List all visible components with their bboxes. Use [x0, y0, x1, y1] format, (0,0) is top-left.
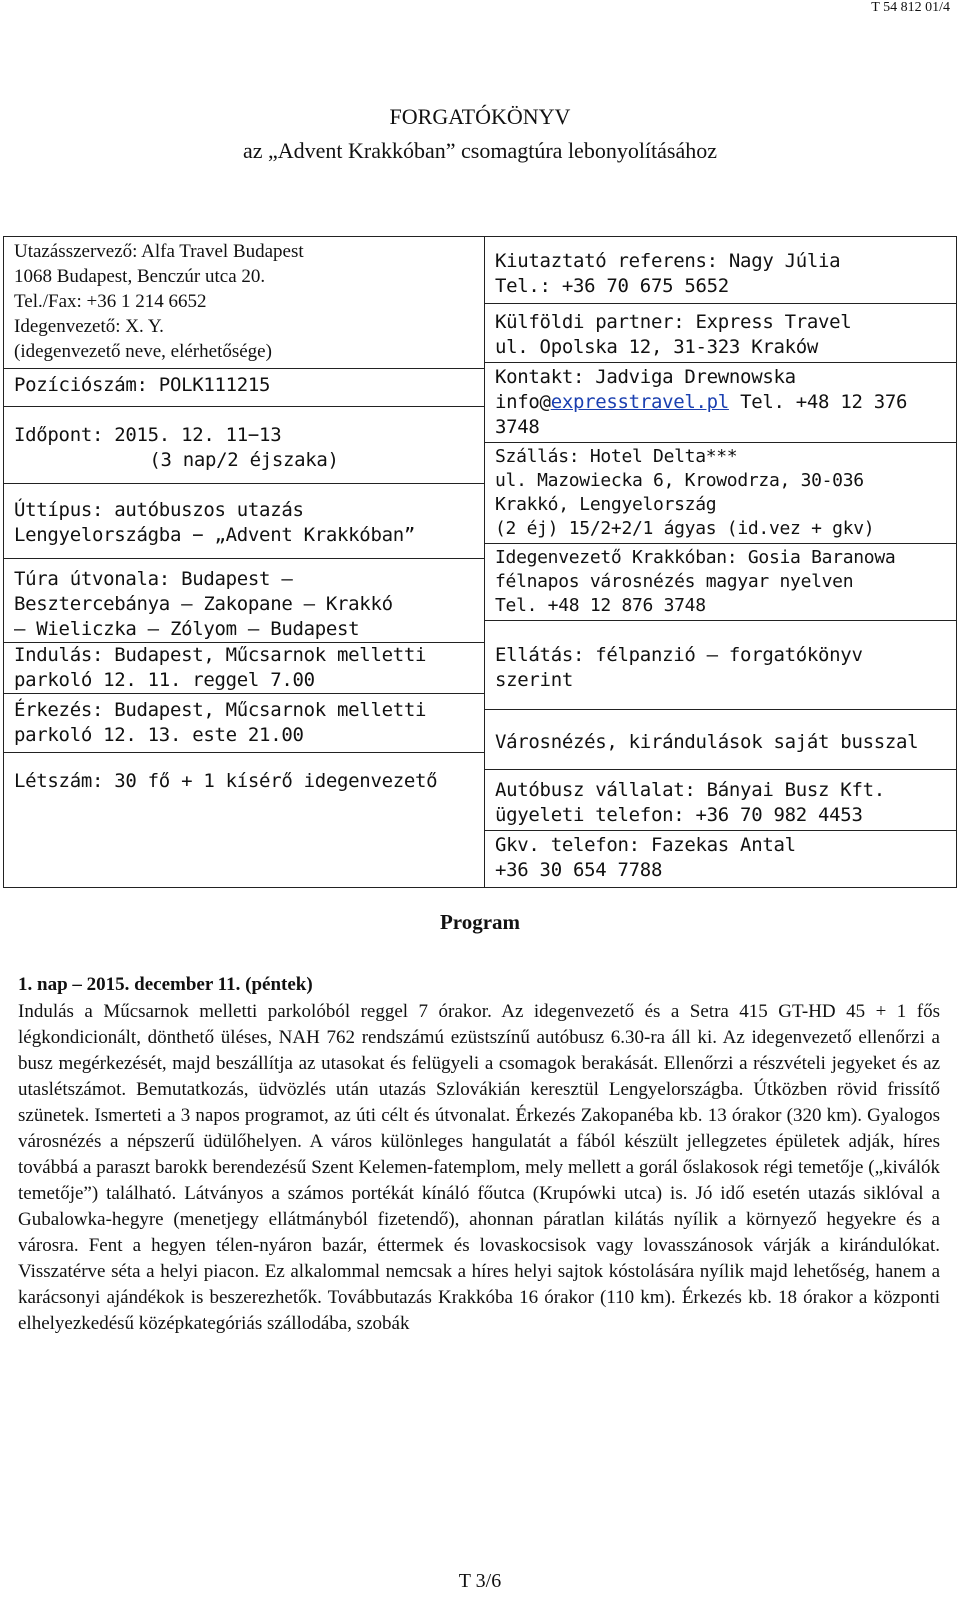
driver-block [485, 830, 956, 887]
driver-name: Gkv. telefon: Fazekas Antal [495, 834, 796, 856]
trip-duration: (3 nap/2 éjszaka) [149, 449, 339, 471]
local-guide-phone: Tel. +48 12 876 3748 [495, 595, 706, 616]
route-line-2: Besztercebánya – Zakopane – Krakkó [14, 593, 393, 615]
referent-phone: Tel.: +36 70 675 5652 [495, 275, 729, 297]
partner-name: Külföldi partner: Express Travel [495, 311, 852, 333]
partner-address: ul. Opolska 12, 31-323 Kraków [495, 336, 819, 358]
contact-details [495, 390, 946, 440]
hotel-block [485, 442, 956, 541]
bus-block [485, 769, 956, 830]
hotel-address-2: Krakkó, Lengyelország [495, 494, 717, 515]
document-code: T 54 812 01/4 [871, 0, 950, 15]
local-guide-note: félnapos városnézés magyar nyelven [495, 571, 854, 592]
route-block [4, 558, 484, 642]
organizer-phone: Tel./Fax: +36 1 214 6652 [14, 291, 207, 312]
position-number: Pozíciószám: POLK111215 [14, 374, 271, 396]
trip-info-table [3, 236, 957, 888]
organizer-name: Utazásszervező: Alfa Travel Budapest [14, 241, 304, 262]
bus-company: Autóbusz vállalat: Bányai Busz Kft. [495, 779, 885, 801]
arrival-line-1: Érkezés: Budapest, Műcsarnok melletti [14, 699, 427, 721]
hotel-address-1: ul. Mazowiecka 6, Krowodrza, 30-036 [495, 470, 864, 491]
info-right-column [485, 237, 957, 888]
trip-type-line-2: Lengyelországba − „Advent Krakkóban” [14, 524, 416, 546]
program-heading: Program [439, 910, 521, 934]
meals: Ellátás: félpanzió – forgatókönyv szerint [495, 644, 863, 691]
trip-date: Időpont: 2015. 12. 11−13 [14, 424, 282, 446]
date-block [4, 406, 484, 477]
position-block [4, 368, 484, 406]
guide-name: Idegenvezető: X. Y. [14, 316, 164, 337]
trip-type-line-1: Úttípus: autóbuszos utazás [14, 499, 304, 521]
sightseeing: Városnézés, kirándulások saját busszal [495, 731, 919, 753]
departure-line-2: parkoló 12. 11. reggel 7.00 [14, 669, 315, 691]
route-line-1: Túra útvonala: Budapest – [14, 568, 293, 590]
contact-phone: Tel. +48 12 376 3748 [495, 391, 908, 438]
sightseeing-block [485, 709, 956, 769]
partner-block [485, 303, 956, 360]
hotel-rooms: (2 éj) 15/2+2/1 ágyas (id.vez + gkv) [495, 518, 875, 539]
driver-phone: +36 30 654 7788 [495, 859, 663, 881]
headcount-block [4, 752, 484, 808]
arrival-block [4, 693, 484, 748]
headcount: Létszám: 30 fő + 1 kísérő idegenvezető [14, 770, 438, 792]
page-number: T 3/6 [458, 1570, 502, 1592]
contact-name: Kontakt: Jadviga Drewnowska [495, 366, 796, 388]
arrival-line-2: parkoló 12. 13. este 21.00 [14, 724, 304, 746]
referent-block [495, 237, 946, 299]
contact-block [485, 362, 956, 440]
info-left-column [4, 237, 485, 888]
email-prefix: info@ [495, 391, 551, 413]
organizer-address: 1068 Budapest, Benczúr utca 20. [14, 266, 266, 287]
referent-name: Kiutaztató referens: Nagy Júlia [495, 250, 841, 272]
document-subtitle: az „Advent Krakkóban” csomagtúra lebonyolításához [242, 138, 718, 163]
document-title: FORGATÓKÖNYV [389, 104, 571, 129]
organizer-block [14, 237, 474, 364]
email-link[interactable]: expresstravel.pl [550, 391, 729, 413]
day1-title: 1. nap – 2015. december 11. (péntek) [18, 974, 313, 995]
local-guide-name: Idegenvezető Krakkóban: Gosia Baranowa [495, 547, 896, 568]
hotel-name: Szállás: Hotel Delta*** [495, 446, 738, 467]
trip-type-block [4, 483, 484, 554]
bus-duty-phone: ügyeleti telefon: +36 70 982 4453 [495, 804, 863, 826]
guide-note: (idegenvezető neve, elérhetősége) [14, 341, 272, 362]
departure-line-1: Indulás: Budapest, Műcsarnok melletti [14, 644, 427, 666]
meals-block [485, 620, 956, 709]
route-line-3: – Wieliczka – Zólyom – Budapest [14, 618, 360, 640]
local-guide-block [485, 543, 956, 618]
day1-description: Indulás a Műcsarnok melletti parkolóból reggel 7 órakor. Az idegenvezető és a Setra 415 GT-HD 45 + 1 fős légkondicionált, dönthető üléses, NAH 762 rendszámú ezüstszínű autóbusz 6.30-ra áll ki. Az idegenvezető ellenőrzi a busz megérkezését, majd beszállítja az utasokat és felügyeli a csomagok berakását. Ellenőrzi a részvételi jegyeket és az utaslétszámot. Bemutatkozás, üdvözlés után utazás Szlovákián keresztül Lengyelországba. Útközben rövid frissítő szünetek. Ismerteti a 3 napos programot, az úti célt és útvonalat. Érkezés Zakopanéba kb. 13 órakor (320 km). Gyalogos városnézés a népszerű üdülőhelyen. A város különleges hangulatát a fából készült jellegzetes épületek adják, híres továbbá a paraszt barokk berendezésű Szent Kelemen-fatemplom, mely mellett a gorál őslakosok régi temetője („kiválók temetője”) található. Látványos a számos portékát kínáló főutca (Krupówki utca) is. Jó idő esetén utazás siklóval a Gubalowka-hegyre (menetjegy ellátmányból fizetendő), ahonnan páratlan kilátás nyílik a környező hegyekre és a városra. Fent a hegyen télen-nyáron bazár, éttermek és lovaskocsisok vagy lovasszánosok várják a kirándulókat. Visszatérve séta a helyi piacon. Ez alkalommal nemcsak a híres helyi sajtok kóstolására nyílik majd lehetőség, hanem a karácsonyi ajándékok is beszerezhetők. Továbbutazás Krakkóba 16 órakor (110 km). Érkezés kb. 18 órakor a központi elhelyezkedésű középkategóriás szállodába, szobák [18, 1001, 940, 1334]
departure-block [4, 642, 484, 693]
